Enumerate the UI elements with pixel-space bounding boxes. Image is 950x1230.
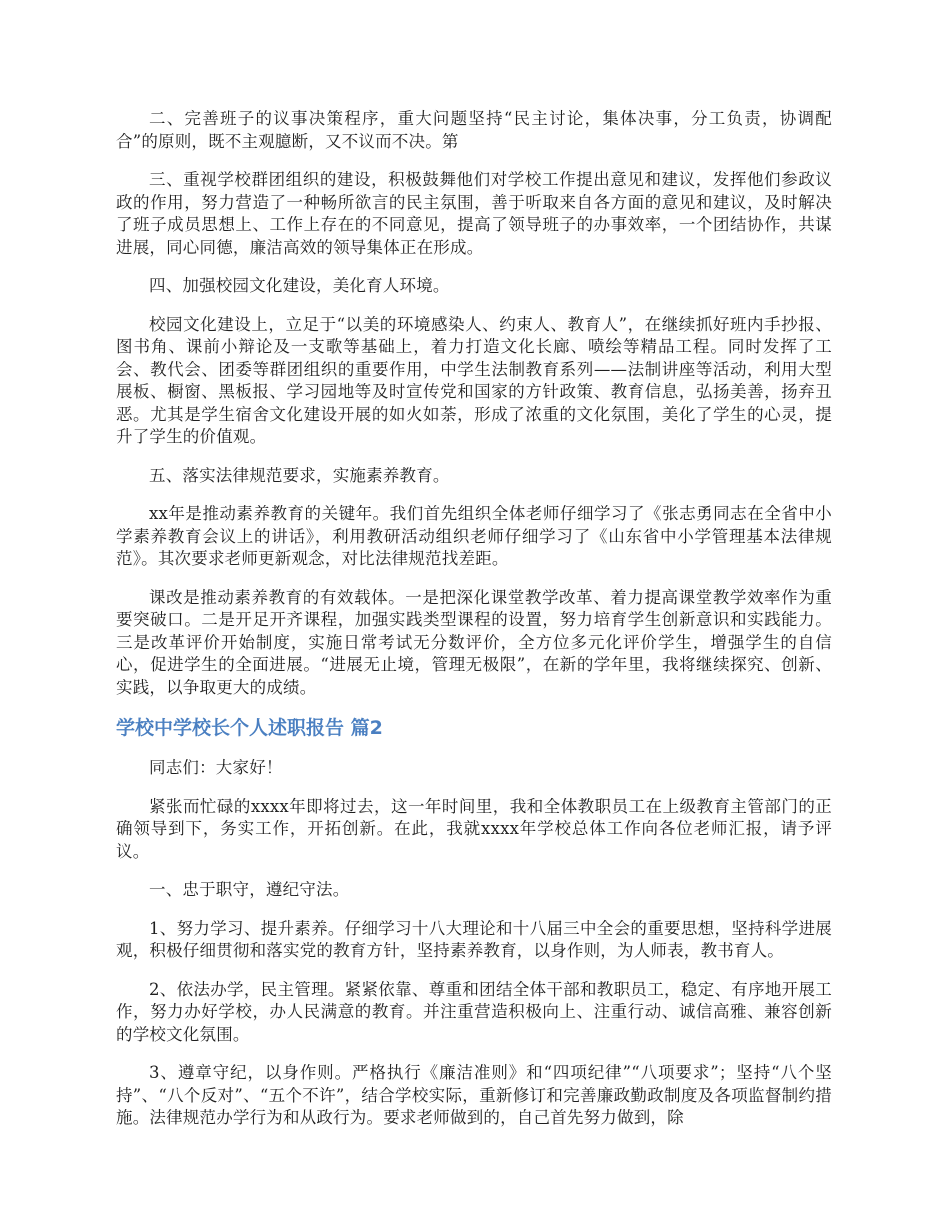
paragraph-duty-heading: 一、忠于职守，遵纪守法。 bbox=[149, 880, 350, 899]
paragraph-study: 1、努力学习、提升素养。仔细学习十八大理论和十八届三中全会的重要思想，坚持科学进展观，积极仔细贯彻和落实党的教育方针，坚持素养教育，以身作则，为人师表，教书育人。 bbox=[116, 918, 832, 960]
paragraph-key-year: xx年是推动素养教育的关键年。我们首先组织全体老师仔细学习了《张志勇同志在全省中小学素养教育会议上的讲话》，利用教研活动组织老师仔细学习了《山东省中小学管理基本法律规范》。其次要求老师更新观念，对比法律规范找差距。 bbox=[116, 504, 832, 568]
paragraph-quality-education-heading: 五、落实法律规范要求，实施素养教育。 bbox=[149, 465, 450, 485]
paragraph-campus-culture-heading: 四、加强校园文化建设，美化育人环境。 bbox=[149, 276, 450, 295]
paragraph-curriculum-reform: 课改是推动素养教育的有效载体。一是把深化课堂教学改革、着力提高课堂教学效率作为重要突破口。二是开足开齐课程，加强实践类型课程的设置，努力培育学生创新意识和实践能力。三是改革评价开始制度，实施日常考试无分数评价，全方位多元化评价学生，增强学生的自信心，促进学生的全面进展。“进展无止境，管理无极限”，在新的学年里，我将继续探究、创新、实践，以争取更大的成绩。 bbox=[116, 587, 832, 697]
paragraph-greeting: 同志们：大家好！ bbox=[149, 758, 283, 777]
paragraph-intro: 紧张而忙碌的xxxx年即将过去，这一年时间里，我和全体教职员工在上级教育主管部门的正确领导到下，务实工作，开拓创新。在此，我就xxxx年学校总体工作向各位老师汇报，请予评议。 bbox=[116, 796, 832, 861]
paragraph-group-organizations: 三、重视学校群团组织的建设，积极鼓舞他们对学校工作提出意见和建议，发挥他们参政议政的作用，努力营造了一种畅所欲言的民主氛围，善于听取来自各方面的意见和建议，及时解决了班子成员思想上、工作上存在的不同意见，提高了领导班子的办事效率，一个团结协作，共谋进展，同心同德，廉洁高效的领导集体正在形成。 bbox=[116, 170, 832, 257]
paragraph-law-based-management: 2、依法办学，民主管理。紧紧依靠、尊重和团结全体干部和教职员工，稳定、有序地开展工作，努力办好学校，办人民满意的教育。并注重营造积极向上、注重行动、诚信高雅、兼容创新的学校文化氛围。 bbox=[116, 979, 832, 1044]
section-heading-part2: 学校中学校长个人述职报告 篇2 bbox=[116, 717, 383, 739]
paragraph-decision-procedure: 二、完善班子的议事决策程序，重大问题坚持“民主讨论，集体决事，分工负责，协调配合”的原则，既不主观臆断，又不议而不决。第 bbox=[116, 109, 832, 151]
paragraph-discipline: 3、遵章守纪，以身作则。严格执行《廉洁准则》和“四项纪律”“八项要求”；坚持“八个坚持”、“八个反对”、“五个不许”，结合学校实际，重新修订和完善廉政勤政制度及各项监督制约措施。法律规范办学行为和从政行为。要求老师做到的，自己首先努力做到，除 bbox=[116, 1063, 832, 1127]
paragraph-campus-culture: 校园文化建设上，立足于“以美的环境感染人、约束人、教育人”，在继续抓好班内手抄报、图书角、课前小辩论及一支歌等基础上，着力打造文化长廊、喷绘等精品工程。同时发挥了工会、教代会、团委等群团组织的重要作用，中学生法制教育系列——法制讲座等活动，利用大型展板、橱窗、黑板报、学习园地等及时宣传党和国家的方针政策、教育信息，弘扬美善，扬弃丑恶。尤其是学生宿舍文化建设开展的如火如荼，形成了浓重的文化氛围，美化了学生的心灵，提升了学生的价值观。 bbox=[116, 314, 832, 446]
